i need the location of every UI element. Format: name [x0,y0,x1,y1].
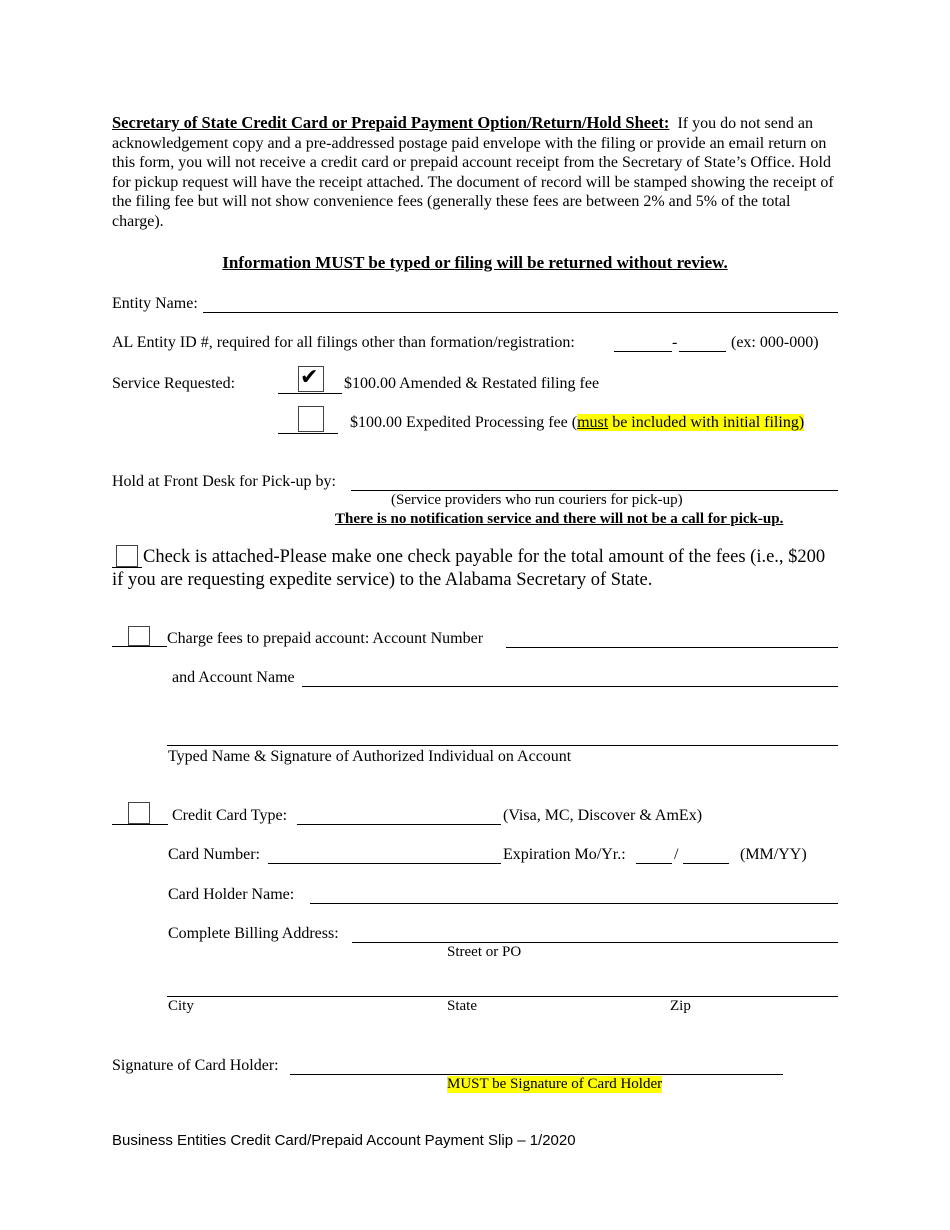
expedited-checkbox[interactable] [298,406,324,432]
credit-card-checkbox[interactable] [128,802,150,824]
service-option2-underline [278,433,338,434]
card-type-field[interactable] [297,824,501,825]
card-number-field[interactable] [268,863,501,864]
expedited-label: $100.00 Expedited Processing fee (must be included with initial filing) [350,414,805,431]
expiration-label: Expiration Mo/Yr.: [503,846,626,863]
card-holder-signature-field[interactable] [290,1074,783,1075]
hold-note: (Service providers who run couriers for pick-up) [391,492,683,508]
check-attached-checkbox[interactable] [116,545,138,567]
intro-heading: Secretary of State Credit Card or Prepaid Payment Option/Return/Hold Sheet: [112,113,670,132]
card-holder-label: Card Holder Name: [168,886,295,903]
entity-id-label: AL Entity ID #, required for all filings other than formation/registration: [112,334,575,351]
entity-id-example: (ex: 000-000) [731,334,819,351]
expiration-slash: / [674,846,679,863]
authorized-signature-field[interactable] [167,745,838,746]
signature-note: MUST be Signature of Card Holder [447,1076,663,1092]
card-holder-field[interactable] [310,903,838,904]
state-label: State [447,998,477,1014]
check-line1: Check is attached-Please make one check payable for the total amount of the fees (i.e., $200 [143,547,826,567]
account-number-label: Charge fees to prepaid account: Account Number [167,630,484,647]
hold-pickup-field[interactable] [351,490,838,491]
check-line2: if you are requesting expedite service) to the Alabama Secretary of State. [112,570,653,590]
entity-name-label: Entity Name: [112,295,198,312]
expiration-month-field[interactable] [636,863,672,864]
account-number-field[interactable] [506,647,838,648]
prepaid-underline [112,646,167,647]
service-requested-label: Service Requested: [112,375,236,392]
service-option1-underline [278,393,342,394]
zip-label: Zip [670,998,691,1014]
street-label: Street or PO [447,944,522,960]
card-holder-signature-label: Signature of Card Holder: [112,1057,279,1074]
card-type-note: (Visa, MC, Discover & AmEx) [503,807,703,824]
city-label: City [168,998,194,1014]
account-name-label: and Account Name [172,669,295,686]
expiration-year-field[interactable] [683,863,729,864]
authorized-signature-label: Typed Name & Signature of Authorized Individual on Account [168,748,572,765]
card-type-label: Credit Card Type: [172,807,288,824]
card-number-label: Card Number: [168,846,260,863]
expiration-format: (MM/YY) [740,846,807,863]
prepaid-checkbox[interactable] [128,626,150,646]
billing-city-state-zip-field[interactable] [167,996,838,997]
hold-warning: There is no notification service and there will not be a call for pick-up. [335,511,784,527]
intro-paragraph [112,113,842,232]
amended-restated-checkbox[interactable] [298,366,324,392]
entity-name-field[interactable] [203,312,838,313]
hold-label: Hold at Front Desk for Pick-up by: [112,473,336,490]
intro-text: If you do not send an acknowledgement copy and a pre-addressed postage paid envelope with the filing or provide an email return on this form, you will not receive a credit card or prepaid account receipt from the Secretary of State’s Office. Hold for pickup request will have the receipt attached. The document of record will be stamped showing the receipt of the filing fee but will not show convenience fees (generally these fees are between 2% and 5% of the total charge). [112,115,834,230]
entity-id-part2-field[interactable] [679,351,726,352]
account-name-field[interactable] [302,686,838,687]
credit-underline [112,824,168,825]
checkmark-icon: ✔ [300,364,319,389]
billing-address-label: Complete Billing Address: [168,925,339,942]
entity-id-dash: - [672,334,678,351]
footer-text: Business Entities Credit Card/Prepaid Account Payment Slip – 1/2020 [112,1132,576,1149]
check-underline [112,567,142,568]
billing-street-field[interactable] [352,942,838,943]
typed-notice: Information MUST be typed or filing will be returned without review. [222,253,728,272]
amended-restated-label: $100.00 Amended & Restated filing fee [344,375,600,392]
entity-id-part1-field[interactable] [614,351,672,352]
